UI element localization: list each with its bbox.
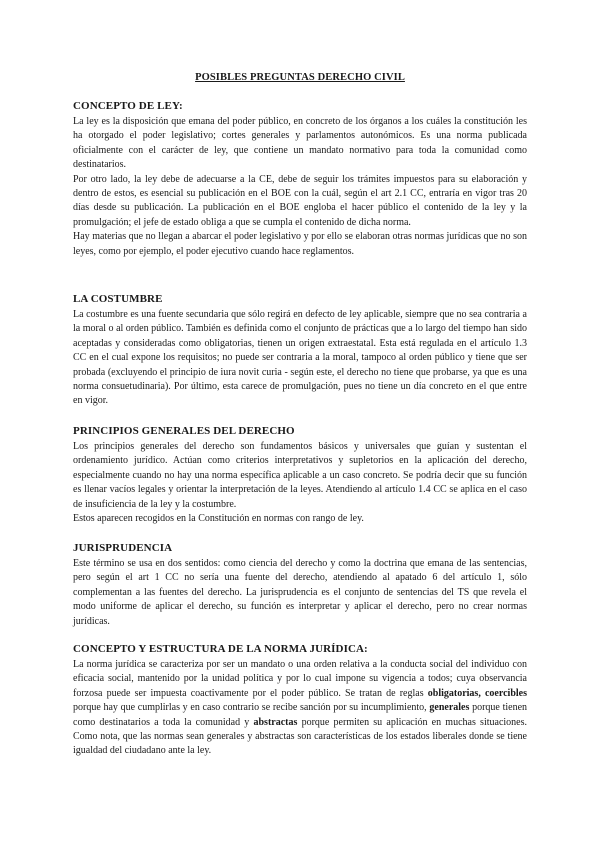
text-run: porque permiten su aplicación en muchas situaciones. Como nota, que las normas sean generales y abstractas son características de los estados liberales donde se tiene igualdad del ciudadano ante la ley. xyxy=(73,716,527,757)
paragraph: Este término se usa en dos sentidos: como ciencia del derecho y como la doctrina que emana de las sentencias, pero según el art 1 CC no sería una fuente del derecho, atendiendo al apatado 6 del artículo 1, sólo complementan a las fuentes del derecho. La jurisprudencia es el conjunto de sentencias del TS que revela el modo uniforme de aplicar el derecho, su función es interpretar y aplicar el derecho, pero no crear normas jurídicas. xyxy=(73,558,527,627)
bold-term: abstractas xyxy=(253,716,298,728)
section-heading: CONCEPTO DE LEY: xyxy=(73,100,183,112)
section-la-costumbre xyxy=(73,292,527,409)
section-concepto-de-ley xyxy=(73,99,527,259)
section-heading: PRINCIPIOS GENERALES DEL DERECHO xyxy=(73,425,295,437)
paragraph: Hay materias que no llegan a abarcar el poder legislativo y por ello se elaboran otras normas jurídicas que no son leyes, como por ejemplo, el poder ejecutivo cuando hace reglamentos. xyxy=(73,231,527,257)
paragraph: La ley es la disposición que emana del poder público, en concreto de los órganos a los cuáles la constitución les ha otorgado el poder legislativo; cortes generales y parlamentos autonómicos. Es una norma publicada oficialmente con el carácter de ley, que contiene un mandato normativo para toda la comunidad como destinatarios. xyxy=(73,116,527,171)
paragraph xyxy=(73,658,527,759)
section-heading: CONCEPTO Y ESTRUCTURA DE LA NORMA JURÍDICA: xyxy=(73,643,368,655)
section-jurisprudencia xyxy=(73,541,527,629)
section-heading: JURISPRUDENCIA xyxy=(73,542,173,554)
bold-term: generales xyxy=(429,702,470,714)
section-principios-generales xyxy=(73,424,527,526)
document-title: POSIBLES PREGUNTAS DERECHO CIVIL xyxy=(195,72,405,83)
paragraph: Estos aparecen recogidos en la Constitución en normas con rango de ley. xyxy=(73,513,364,525)
text-run: porque tienen como destinatarios a toda la comunidad y xyxy=(73,702,528,728)
paragraph: Por otro lado, la ley debe de adecuarse a la CE, debe de seguir los trámites impuestos para su elaboración y dentro de estos, es esencial su publicación en el BOE con la cuál, según el art 2.1 CC, entraría en vigor tras 20 días desde su publicación. La publicación en el BOE engloba el hacer público el contenido de la ley y la promulgación; el jefe de estado obliga a que se cumpla el contenido de dicha norma. xyxy=(73,173,527,228)
section-heading: LA COSTUMBRE xyxy=(73,293,163,305)
paragraph: Los principios generales del derecho son fundamentos básicos y universales que guían y sustentan el ordenamiento jurídico. Actúan como criterios interpretativos y supletorios en la aplicación del derecho, especialmente cuando no hay una norma específica aplicable a un caso concreto. Se podría decir que su función es llenar vacíos legales y orientar la interpretación de la leyes. Atendiendo al artículo 1.4 CC se aplica en el caso de insuficiencia de la ley y la costumbre. xyxy=(73,441,527,510)
paragraph: La costumbre es una fuente secundaria que sólo regirá en defecto de ley aplicable, siempre que no sea contraria a la moral o al orden público. También es definida como el conjunto de prácticas que a lo largo del tiempo han sido aceptadas y consideradas como obligatorias, tienen un origen extraestatal. Esta está regulada en el artículo 1.3 CC en el cual expone los requisitos; no puede ser contraria a la moral, tampoco al orden público y tiene que ser probada (excluyendo el principio de iura novit curia - según este, el derecho no tiene que probarse, ya que es una norma consuetudinaria). Por último, esta carece de promulgación, pues no tiene un día concreto en el que entre en vigor. xyxy=(73,309,527,407)
text-run: porque hay que cumplirlas y en caso contrario se recibe sanción por su incumplimiento, xyxy=(73,702,430,714)
text-run: La norma jurídica se caracteriza por ser un mandato o una orden relativa a la conducta social del individuo con eficacia social, mantenido por la unidad política y por lo cual impone su vigencia a todos; cuya observancia forzosa puede ser impuesta coactivamente por el poder público. Se tratan de reglas xyxy=(73,659,527,699)
section-norma-juridica xyxy=(73,642,527,759)
bold-term: obligatorias, coercibles xyxy=(427,687,528,699)
